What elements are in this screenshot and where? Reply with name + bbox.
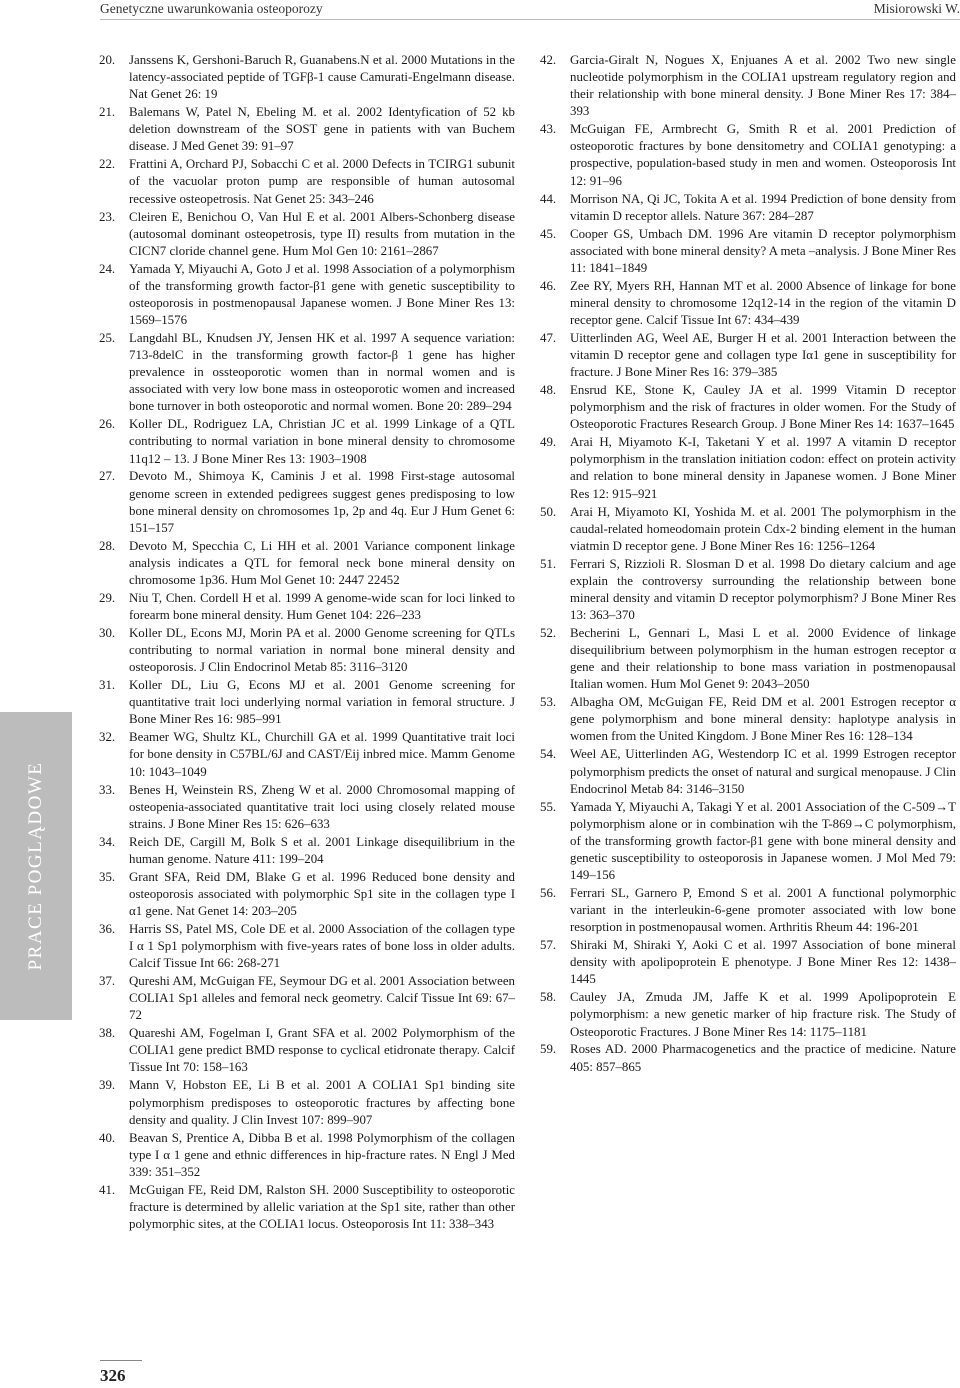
reference-text: Harris SS, Patel MS, Cole DE et al. 2000 Association of the collagen type I α 1 Sp1 polymorphism with five-years rates of bone loss in older adults. Calcif Tissue Int 66: 268-271	[129, 921, 515, 971]
reference-number: 32.	[99, 730, 116, 745]
reference-text: Reich DE, Cargill M, Bolk S et al. 2001 Linkage disequilibrium in the human genome. Nature 411: 199–204	[129, 834, 515, 866]
reference-text: Koller DL, Econs MJ, Morin PA et al. 2000 Genome screening for QTLs contributing to normal variation in normal bone mineral density and osteoporosis. J Clin Endocrinol Metab 85: 3116–3120	[129, 626, 515, 675]
reference-item	[540, 504, 956, 555]
reference-number: 50.	[540, 504, 557, 519]
reference-number: 54.	[540, 747, 557, 762]
reference-item	[99, 1077, 515, 1128]
reference-number: 36.	[99, 921, 116, 936]
reference-text: Quareshi AM, Fogelman I, Grant SFA et al. 2002 Polymorphism of the COLIA1 gene predict BMD response to cyclical etidronate therapy. Calcif Tissue Int 70: 158–163	[129, 1026, 515, 1075]
reference-text: Becherini L, Gennari L, Masi L et al. 2000 Evidence of linkage disequilibrium between polymorphism in the human estrogen receptor α gene and their relationship to bone mass variation in postmenopausal Italian women. Hum Mol Genet 9: 2043–2050	[570, 626, 956, 692]
reference-number: 44.	[540, 191, 557, 206]
reference-text: Frattini A, Orchard PJ, Sobacchi C et al. 2000 Defects in TCIRG1 subunit of the vacuolar proton pump are responsible of human autosomal recessive osteopetrosis. Nat Genet 25: 343–246	[129, 157, 515, 206]
reference-text: Roses AD. 2000 Pharmacogenetics and the practice of medicine. Nature 405: 857–865	[570, 1042, 956, 1074]
reference-number: 43.	[540, 122, 557, 137]
reference-item	[99, 416, 515, 467]
reference-text: McGuigan FE, Reid DM, Ralston SH. 2000 Susceptibility to osteoporotic fracture is determined by allelic variation at the Sp1 site, rather than other polymorphic sites, at the COLIA1 locus. Osteoporosis Int 11: 338–343	[129, 1182, 515, 1231]
reference-item	[99, 729, 515, 780]
header-rule	[100, 19, 960, 20]
reference-text: Uitterlinden AG, Weel AE, Burger H et al. 2001 Interaction between the vitamin D receptor gene and collagen type Iα1 gene in susceptibility for fracture. J Bone Miner Res 16: 379–385	[570, 330, 956, 380]
reference-number: 31.	[99, 678, 116, 693]
reference-item	[540, 799, 956, 884]
reference-item	[99, 590, 515, 624]
reference-text: Langdahl BL, Knudsen JY, Jensen HK et al. 1997 A sequence variation: 713-8delC in the transforming growth factor-β 1 gene has higher prevalence in ossteoporotic women than in normal women and is associated with very low bone mass in osteoporotic women and increased bone turnover in both osteoporotic and normal women. Bone 20: 289–294	[129, 330, 515, 414]
reference-text: McGuigan FE, Armbrecht G, Smith R et al. 2001 Prediction of osteoporotic fractures by bone densitometry and COLIA1 genotyping: a prospective, population-based study in men and women. Osteoporosis Int 12: 91–96	[570, 122, 956, 188]
reference-number: 34.	[99, 834, 116, 849]
reference-item	[540, 694, 956, 745]
reference-item	[540, 885, 956, 936]
reference-item	[99, 677, 515, 728]
footer-rule	[100, 1360, 142, 1361]
reference-text: Niu T, Chen. Cordell H et al. 1999 A genome-wide scan for loci linked to forearm bone mineral density. Hum Genet 104: 226–233	[129, 590, 515, 623]
reference-text: Koller DL, Rodriguez LA, Christian JC et al. 1999 Linkage of a QTL contributing to normal variation in bone mineral density to chromosome 11q12 – 13. J Bone Miner Res 13: 1903–1908	[129, 417, 515, 466]
reference-number: 55.	[540, 799, 557, 814]
reference-number: 51.	[540, 556, 557, 571]
reference-number: 28.	[99, 538, 116, 553]
reference-number: 59.	[540, 1042, 557, 1057]
reference-text: Garcia-Giralt N, Nogues X, Enjuanes A et al. 2002 Two new single nucleotide polymorphism in the COLIA1 upstream regulatory region and their relationship with bone mineral density. J Bone Miner Res 17: 384–393	[570, 53, 956, 119]
reference-text: Qureshi AM, McGuigan FE, Seymour DG et al. 2001 Association between COLIA1 Sp1 alleles and femoral neck geometry. Calcif Tissue Int 69: 67–72	[129, 974, 515, 1023]
reference-item	[99, 468, 515, 536]
reference-item	[99, 104, 515, 155]
reference-item	[99, 625, 515, 676]
reference-item	[540, 226, 956, 277]
reference-item	[540, 625, 956, 693]
reference-text: Weel AE, Uitterlinden AG, Westendorp IC et al. 1999 Estrogen receptor polymorphism predicts the onset of natural and surgical menopause. J Clin Endocrinol Metab 84: 3146–3150	[570, 747, 956, 796]
reference-number: 29.	[99, 590, 116, 605]
reference-text: Beavan S, Prentice A, Dibba B et al. 1998 Polymorphism of the collagen type I α 1 gene and ethnic differences in hip-fracture rates. N Engl J Med 339: 351–352	[129, 1130, 515, 1179]
reference-number: 53.	[540, 695, 557, 710]
reference-item	[99, 782, 515, 833]
references-column-right	[540, 52, 956, 1077]
reference-item	[540, 746, 956, 797]
reference-text: Grant SFA, Reid DM, Blake G et al. 1996 Reduced bone density and osteoporosis associated with polymorphic Sp1 site in the collagen type I α1 gene. Nat Genet 14: 203–205	[129, 869, 515, 918]
running-header-author: Misiorowski W.	[873, 1, 960, 16]
reference-number: 39.	[99, 1078, 116, 1093]
reference-item	[540, 52, 956, 120]
reference-number: 35.	[99, 869, 116, 884]
reference-number: 21.	[99, 105, 116, 120]
reference-text: Yamada Y, Miyauchi A, Goto J et al. 1998 Association of a polymorphism of the transforming growth factor-β1 gene with genetic susceptibility to osteoporosis in postmenopausal Japanese women. J Bone Miner Res 13: 1569–1576	[129, 261, 515, 327]
reference-item	[540, 937, 956, 988]
reference-item	[99, 52, 515, 103]
reference-number: 40.	[99, 1130, 116, 1145]
reference-text: Ferrari S, Rizzioli R. Slosman D et al. 1998 Do dietary calcium and age explain the controversy surrounding the relationship between bone mineral density and vitamin D receptor polymorphism? J Bone Miner Res 13: 363–370	[570, 556, 956, 623]
reference-text: Ensrud KE, Stone K, Cauley JA et al. 1999 Vitamin D receptor polymorphism and the risk of fractures in older women. For the Study of Osteoporotic Fractures Research Group. J Bone Miner Res 14: 1637–1645	[570, 383, 956, 432]
reference-number: 24.	[99, 261, 116, 276]
reference-item	[540, 382, 956, 433]
reference-number: 27.	[99, 469, 116, 484]
reference-text: Cleiren E, Benichou O, Van Hul E et al. 2001 Albers-Schonberg disease (autosomal dominant osteopetrosis, type II) results from mutation in the CICN7 cloride channel gene. Hum Mol Gen 10: 2161–2867	[129, 209, 515, 258]
reference-item	[99, 834, 515, 868]
reference-number: 58.	[540, 990, 557, 1005]
reference-item	[99, 1182, 515, 1233]
reference-text: Beamer WG, Shultz KL, Churchill GA et al. 1999 Quantitative trait loci for bone density in C57BL/6J and CAST/Eij inbred mice. Mamm Genome 10: 1043–1049	[129, 730, 515, 779]
reference-text: Devoto M, Specchia C, Li HH et al. 2001 Variance component linkage analysis indicates a QTL for femoral neck bone mineral density on chromosome 1p36. Hum Mol Genet 10: 2447 22452	[129, 538, 515, 587]
reference-text: Balemans W, Patel N, Ebeling M. et al. 2002 Identyfication of 52 kb deletion downstream of the SOST gene in patients with van Buchem disease. J Med Genet 39: 91–97	[129, 105, 515, 154]
reference-text: Arai H, Miyamoto K-I, Taketani Y et al. 1997 A vitamin D receptor polymorphism in the translation initiation codon: effect on protein activity and relation to bone mineral density in Japanese women. J Bone Miner Res 12: 915–921	[570, 435, 956, 501]
reference-item	[540, 191, 956, 225]
reference-number: 38.	[99, 1026, 116, 1041]
reference-item	[540, 989, 956, 1040]
reference-item	[99, 209, 515, 260]
reference-text: Mann V, Hobston EE, Li B et al. 2001 A COLIA1 Sp1 binding site polymorphism predisposes to osteoporotic fractures by affecting bone density and quality. J Clin Invest 107: 899–907	[129, 1078, 515, 1127]
references-column-left	[99, 52, 515, 1234]
reference-item	[540, 121, 956, 189]
reference-item	[540, 434, 956, 502]
reference-number: 25.	[99, 330, 116, 345]
reference-number: 42.	[540, 53, 557, 67]
reference-item	[99, 330, 515, 415]
reference-text: Koller DL, Liu G, Econs MJ et al. 2001 Genome screening for quantitative trait loci underlying normal variation in femoral structure. J Bone Miner Res 16: 985–991	[129, 678, 515, 727]
reference-number: 37.	[99, 974, 116, 989]
reference-number: 48.	[540, 383, 557, 398]
reference-number: 30.	[99, 626, 116, 640]
reference-number: 26.	[99, 417, 116, 432]
reference-item	[99, 921, 515, 972]
reference-number: 22.	[99, 157, 116, 172]
section-sidebar-label: PRACE POGLĄDOWE	[25, 761, 46, 971]
reference-item	[99, 156, 515, 207]
page-number: 326	[100, 1366, 126, 1385]
reference-number: 20.	[99, 53, 116, 67]
reference-item	[99, 869, 515, 920]
reference-text: Ferrari SL, Garnero P, Emond S et al. 2001 A functional polymorphic variant in the interleukin-6-gene promoter associated with low bone resorption in postmenopausal women. Arthritis Rheum 44: 196-201	[570, 885, 956, 935]
reference-item	[99, 1025, 515, 1076]
reference-item	[99, 538, 515, 589]
reference-text: Arai H, Miyamoto KI, Yoshida M. et al. 2001 The polymorphism in the caudal-related homeodomain protein Cdx-2 binding element in the human viatmin D receptor gene. J Bone Miner Res 16: 1256–1264	[570, 504, 956, 553]
reference-number: 47.	[540, 330, 557, 345]
reference-number: 49.	[540, 435, 557, 450]
reference-item	[540, 1041, 956, 1075]
reference-text: Devoto M., Shimoya K, Caminis J et al. 1998 First-stage autosomal genome screen in extended pedigrees suggest genes predisposing to low bone mineral density on chromosomes 1p, 2p and 4q. Eur J Hum Genet 6: 151–157	[129, 469, 515, 535]
reference-number: 52.	[540, 626, 557, 640]
running-header	[100, 0, 960, 20]
reference-item	[540, 278, 956, 329]
reference-number: 45.	[540, 226, 557, 241]
reference-number: 33.	[99, 782, 116, 797]
reference-number: 46.	[540, 278, 557, 293]
reference-item	[99, 261, 515, 329]
reference-text: Albagha OM, McGuigan FE, Reid DM et al. 2001 Estrogen receptor α gene polymorphism and bone mineral density: haplotype analysis in women from the United Kingdom. J Bone Miner Res 16: 128–134	[570, 695, 956, 744]
reference-item	[540, 330, 956, 381]
running-header-title: Genetyczne uwarunkowania osteoporozy	[100, 1, 323, 16]
reference-text: Morrison NA, Qi JC, Tokita A et al. 1994 Prediction of bone density from vitamin D receptor allels. Nature 367: 284–287	[570, 191, 956, 223]
reference-text: Shiraki M, Shiraki Y, Aoki C et al. 1997 Association of bone mineral density with apolipoprotein E phenotype. J Bone Miner Res 12: 1438–1445	[570, 938, 956, 987]
reference-number: 56.	[540, 885, 557, 900]
reference-item	[99, 973, 515, 1024]
reference-text: Cooper GS, Umbach DM. 1996 Are vitamin D receptor polymorphism associated with bone mineral density? A meta –analysis. J Bone Miner Res 11: 1841–1849	[570, 226, 956, 275]
reference-number: 57.	[540, 938, 557, 953]
reference-number: 41.	[99, 1182, 116, 1197]
reference-number: 23.	[99, 209, 116, 224]
reference-text: Janssens K, Gershoni-Baruch R, Guanabens.N et al. 2000 Mutations in the latency-associated peptide of TGFβ-1 cause Camurati-Engelmann disease. Nat Genet 26: 19	[129, 53, 515, 102]
reference-item	[540, 556, 956, 624]
reference-text: Zee RY, Myers RH, Hannan MT et al. 2000 Absence of linkage for bone mineral density to chromosome 12q12-14 in the region of the vitamin D receptor gene. Calcif Tissue Int 67: 434–439	[570, 278, 956, 327]
reference-text: Benes H, Weinstein RS, Zheng W et al. 2000 Chromosomal mapping of osteopenia-associated quantitative trait loci using closely related mouse strains. J Bone Miner Res 15: 626–633	[129, 782, 515, 831]
reference-text: Cauley JA, Zmuda JM, Jaffe K et al. 1999 Apolipoprotein E polymorphism: a new genetic marker of hip fracture risk. The Study of Osteoporotic Fractures. J Bone Miner Res 14: 1175–1181	[570, 990, 956, 1039]
reference-item	[99, 1130, 515, 1181]
reference-text: Yamada Y, Miyauchi A, Takagi Y et al. 2001 Association of the C-509→T polymorphism alone or in combination wih the T-869→C polymorphism, of the transforming growth factor-β1 gene with bone mineral density and genetic susceptibility to osteoporosis in Japanese women. J Mol Med 79: 149–156	[570, 799, 956, 882]
